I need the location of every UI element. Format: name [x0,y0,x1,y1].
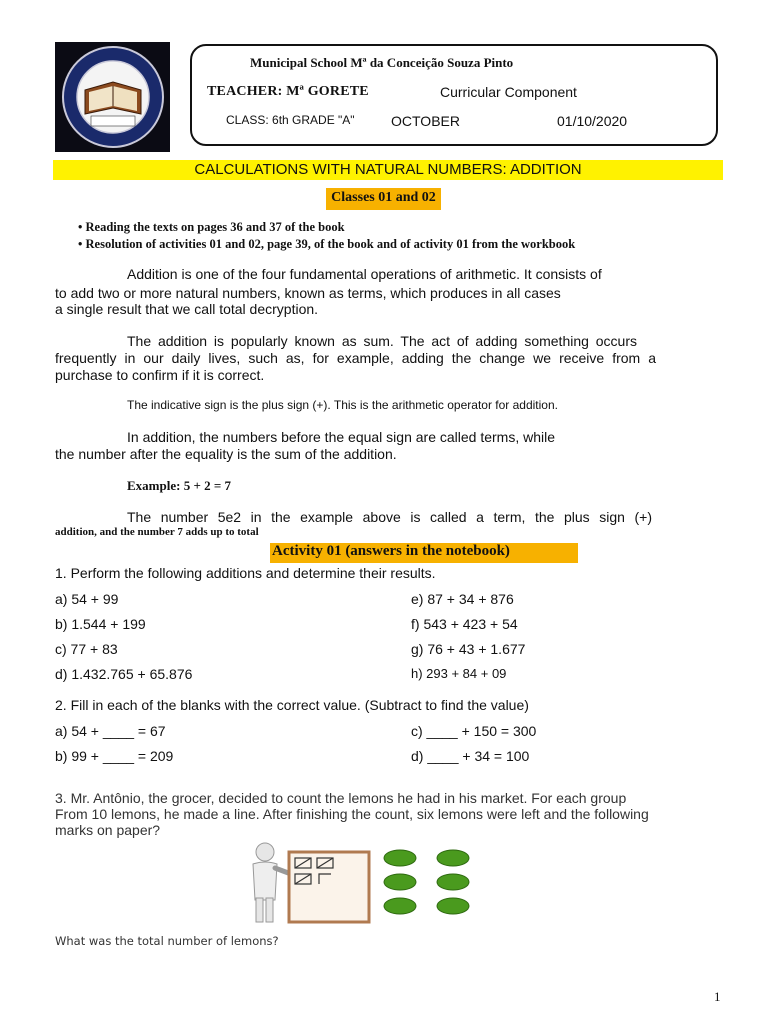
exercise-item: d) 1.432.765 + 65.876 [55,666,193,682]
paragraph-line: to add two or more natural numbers, known as terms, which produces in all cases [55,285,561,301]
exercise-item: b) 1.544 + 199 [55,616,146,632]
exercise-item: a) 54 + ____ = 67 [55,723,166,739]
month-label: OCTOBER [391,113,460,129]
school-seal-logo [55,42,170,152]
paragraph-line: The number 5e2 in the example above is called a term, the plus sign (+) [127,509,652,525]
person-figure-icon [253,843,291,922]
activity-title: Activity 01 (answers in the notebook) [272,543,510,559]
exercise-item: c) 77 + 83 [55,641,118,657]
question-3-line: 3. Mr. Antônio, the grocer, decided to count the lemons he had in his market. For each group [55,790,627,806]
example-text: Example: 5 + 2 = 7 [127,478,232,493]
paragraph-line: the number after the equality is the sum of the addition. [55,446,397,462]
bullet-item: • Resolution of activities 01 and 02, page 39, of the book and of activity 01 from the workbook [78,237,576,251]
final-question: What was the total number of lemons? [55,934,279,948]
exercise-item: f) 543 + 423 + 54 [411,616,518,632]
page-title: CALCULATIONS WITH NATURAL NUMBERS: ADDITION [194,161,582,178]
date-label: 01/10/2020 [557,113,628,129]
grocer-lemons-illustration [243,840,483,925]
school-name: Municipal School Mª da Conceição Souza Pinto [250,55,514,70]
paragraph-line: The addition is popularly known as sum. The act of adding something occurs [127,333,637,349]
exercise-item: g) 76 + 43 + 1.677 [411,641,526,657]
paragraph-line: a single result that we call total decryption. [55,301,319,317]
paragraph-line: addition, and the number 7 adds up to total [55,526,259,538]
exercise-item: a) 54 + 99 [55,591,119,607]
tally-board-icon [289,852,369,922]
question-1: 1. Perform the following additions and determine their results. [55,565,436,581]
lemons-icon [384,850,469,914]
paragraph-line: Addition is one of the four fundamental operations of arithmetic. It consists of [127,266,602,282]
teacher-name: TEACHER: Mª GORETE [207,84,369,99]
question-3-line: marks on paper? [55,822,161,838]
class-label: CLASS: 6th GRADE "A" [226,113,355,127]
paragraph-line: In addition, the numbers before the equal sign are called terms, while [127,429,556,445]
page-number: 1 [714,989,721,1004]
curricular-component: Curricular Component [440,84,577,100]
paragraph-line: purchase to confirm if it is correct. [55,367,265,383]
paragraph-line: frequently in our daily lives, such as, for example, adding the change we receive from a [55,350,656,366]
question-3-line: From 10 lemons, he made a line. After finishing the count, six lemons were left and the following [55,806,649,822]
exercise-item: h) 293 + 84 + 09 [411,666,507,681]
classes-label: Classes 01 and 02 [331,190,436,205]
exercise-item: b) 99 + ____ = 209 [55,748,174,764]
note-text: The indicative sign is the plus sign (+). This is the arithmetic operator for addition. [127,398,558,412]
question-2: 2. Fill in each of the blanks with the correct value. (Subtract to find the value) [55,697,529,713]
exercise-item: d) ____ + 34 = 100 [411,748,530,764]
exercise-item: e) 87 + 34 + 876 [411,591,514,607]
bullet-item: • Reading the texts on pages 36 and 37 of the book [78,220,345,234]
exercise-item: c) ____ + 150 = 300 [411,723,537,739]
